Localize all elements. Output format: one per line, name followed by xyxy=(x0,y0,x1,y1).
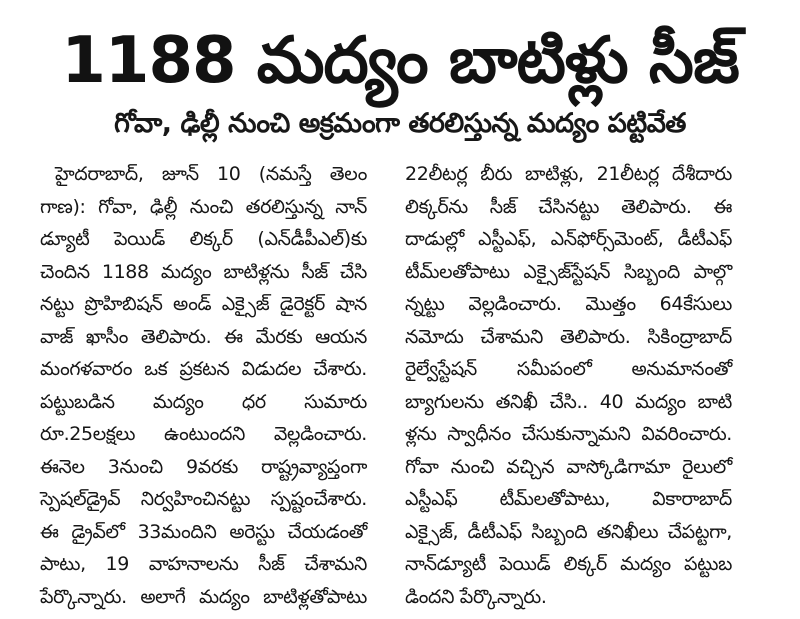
right-column-line: ళ్లను స్వాధీనం చేసుకున్నామని వివరించారు. xyxy=(405,423,732,445)
right-column-line: లిక్కర్‌ను సీజ్‌ చేసినట్టు తెలిపారు. ఈ xyxy=(405,195,732,218)
left-column-line: పేర్కొన్నారు. అలాగే మద్యం బాటిళ్లతోపాటు xyxy=(40,585,367,608)
right-column-line: గోవా నుంచి వచ్చిన వాస్కోడిగామా రైలులో xyxy=(405,455,732,478)
left-column-line: ఈ డ్రైవ్‌లో 33మందిని అరెస్టు చేయడంతో xyxy=(40,520,367,543)
left-column-line: పాటు, 19 వాహనాలను సీజ్‌ చేశామని xyxy=(40,553,367,575)
left-column-line: చెందిన 1188 మద్యం బాటిళ్లను సీజ్‌ చేసి xyxy=(40,260,367,283)
right-column xyxy=(405,158,732,613)
left-column-line: హైదరాబాద్‌, జూన్‌ 10 (నమస్తే తెలం xyxy=(55,163,367,185)
left-column-line: గాణ): గోవా, ఢిల్లీ నుంచి తరలిస్తున్న నాన్‌ xyxy=(40,195,367,218)
right-column-line: న్నట్టు వెల్లడించారు. మొత్తం 64కేసులు xyxy=(405,293,732,315)
right-column-line: టీమ్‌లతోపాటు ఎక్సైజ్‌స్టేషన్‌ సిబ్బంది పాల్గొ xyxy=(405,260,732,283)
left-column-line: రూ.25లక్షలు ఉంటుందని వెల్లడించారు. xyxy=(40,423,367,445)
left-column xyxy=(40,158,367,613)
left-column-line: స్పెషల్‌డ్రైవ్‌ నిర్వహించినట్టు స్పష్టంచేశారు. xyxy=(40,488,367,510)
right-column-line: దాడుల్లో ఎస్టీఎఫ్‌, ఎన్‌ఫోర్స్‌మెంట్‌, డీటీఎఫ్‌ xyxy=(405,228,732,250)
left-column-line: నట్టు ప్రొహిబిషన్‌ అండ్‌ ఎక్సైజ్‌ డైరెక్టర్‌ షాన xyxy=(40,293,367,315)
right-column-line: నమోదు చేశామని తెలిపారు. సికింద్రాబాద్‌ xyxy=(405,325,732,348)
left-column-line: డ్యూటీ పెయిడ్‌ లిక్కర్‌ (ఎన్‌డీపీఎల్‌)కు xyxy=(40,228,367,250)
right-column-line: డిందని పేర్కొన్నారు. xyxy=(405,585,547,608)
right-column-line: బ్యాగులను తనిఖీ చేసి.. 40 మద్యం బాటి xyxy=(405,390,732,413)
left-column-line: వాజ్‌ ఖాసీం తెలిపారు. ఈ మేరకు ఆయన xyxy=(40,325,367,348)
right-column-line: నాన్‌డ్యూటీ పెయిడ్‌ లిక్కర్‌ మద్యం పట్టుబ xyxy=(405,553,732,575)
headline: 1188 మద్యం బాటిళ్లు సీజ్ xyxy=(61,24,739,98)
right-column-line: రైల్వేస్టేషన్‌ సమీపంలో అనుమానంతో xyxy=(405,358,732,380)
right-column-line: ఎస్టీఎఫ్‌ టీమ్‌లతోపాటు, వికారాబాద్‌ xyxy=(405,488,732,510)
right-column-line: 22లీటర్ల బీరు బాటిళ్లు, 21లీటర్ల దేశీదారు xyxy=(405,163,732,185)
subheadline: గోవా, ఢిల్లీ నుంచి అక్రమంగా తరలిస్తున్న మద్యం పట్టివేత xyxy=(114,108,686,139)
right-column-line: ఎక్సైజ్‌, డీటీఎఫ్‌ సిబ్బంది తనిఖీలు చేపట్టగా, xyxy=(405,520,732,543)
left-column-line: ఈనెల 3నుంచి 9వరకు రాష్ట్రవ్యాప్తంగా xyxy=(40,455,367,478)
left-column-line: పట్టుబడిన మద్యం ధర సుమారు xyxy=(40,390,367,413)
left-column-line: మంగళవారం ఒక ప్రకటన విడుదల చేశారు. xyxy=(40,358,367,380)
